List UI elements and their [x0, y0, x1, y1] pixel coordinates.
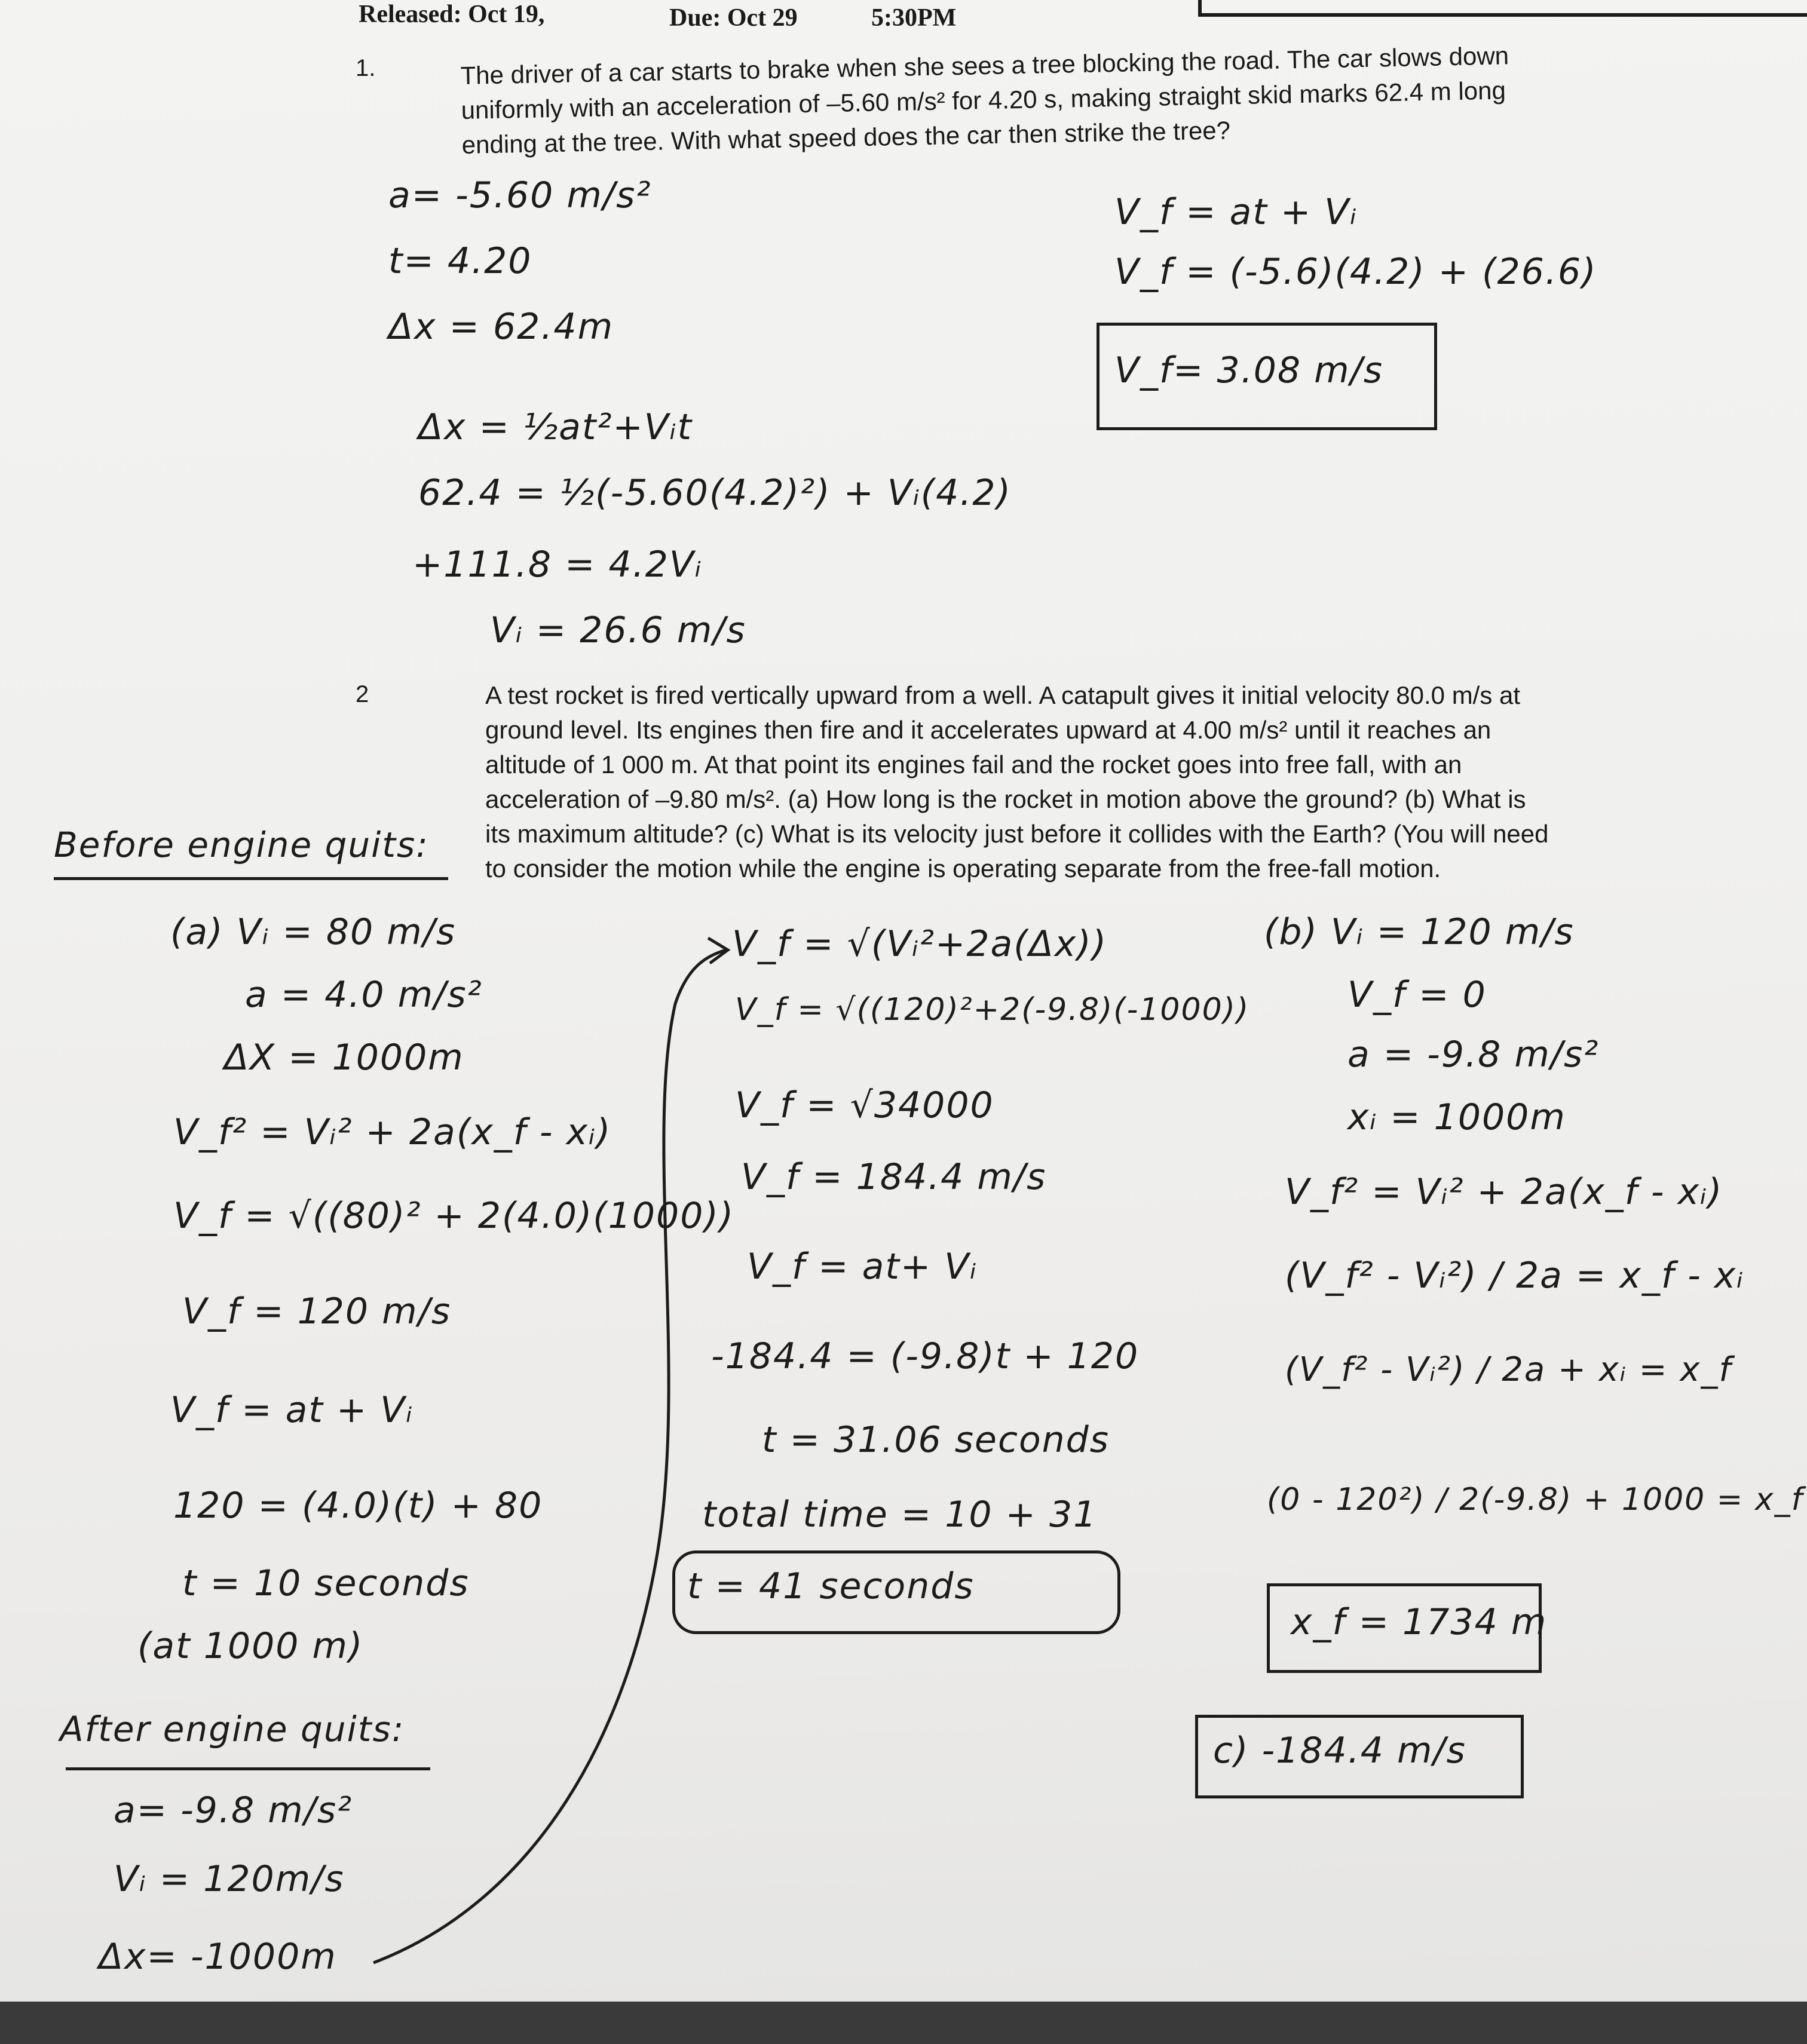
- problem-1-text: The driver of a car starts to brake when she sees a tree blocking the road. The car slows down uniformly with an acceleration of –5.60 m/s² for 4.20 s, making straight skid marks 62.4 m long ending at the tree. With what speed does the car then strike the tree?: [460, 41, 1509, 159]
- p2-answer-b: x_f = 1734 m: [1291, 1601, 1548, 1643]
- p2-left-step-3: ΔX = 1000m: [224, 1037, 464, 1078]
- p1-step-4: Vᵢ = 26.6 m/s: [490, 609, 746, 651]
- p2-mid-step-6: -184.4 = (-9.8)t + 120: [711, 1335, 1140, 1377]
- p2-mid-step-4: V_f = 184.4 m/s: [741, 1156, 1047, 1198]
- p2-left-step-2: a = 4.0 m/s²: [245, 974, 483, 1016]
- p2-left-step-10: (at 1000 m): [137, 1625, 364, 1667]
- p1-right-step-1: V_f = at + Vᵢ: [1114, 191, 1358, 233]
- p1-given-t: t= 4.20: [388, 240, 532, 282]
- p1-step-2: 62.4 = ½(-5.60(4.2)²) + Vᵢ(4.2): [418, 472, 1012, 514]
- p2-right-step-1: (b) Vᵢ = 120 m/s: [1264, 911, 1575, 953]
- p2-left-step-6: V_f = 120 m/s: [182, 1291, 452, 1332]
- p1-right-step-2: V_f = (-5.6)(4.2) + (26.6): [1114, 251, 1597, 293]
- p2-right-step-8: (0 - 120²) / 2(-9.8) + 1000 = x_f: [1267, 1482, 1803, 1518]
- p2-right-step-7: (V_f² - Vᵢ²) / 2a + xᵢ = x_f: [1285, 1350, 1732, 1389]
- problem-2-text: A test rocket is fired vertically upward from a well. A catapult gives it initial velocity 80.0 m/s at ground level. Its engines then fire and it accelerates upward at 4.00 m/s² until it reaches an altitude of 1 000 m. At that point its engines fail and the rocket goes into free fall, with an acceleration of –9.80 m/s². (a) How long is the rocket in motion above the ground? (b) What is its maximum altitude? (c) What is its velocity just before it collides with the Earth? (You will need to consider the motion while the engine is operating separate from the free-fall motion.: [485, 681, 1549, 882]
- p2-mid-step-2: V_f = √((120)²+2(-9.8)(-1000)): [735, 992, 1250, 1028]
- p1-answer: V_f= 3.08 m/s: [1114, 350, 1384, 391]
- p1-given-dx: Δx = 62.4m: [388, 306, 614, 348]
- p2-left-step-4: V_f² = Vᵢ² + 2a(x_f - xᵢ): [173, 1111, 612, 1153]
- p2-after-step-3: Δx= -1000m: [99, 1936, 337, 1978]
- due-date: Due: Oct 29: [669, 4, 798, 32]
- p2-after-step-2: Vᵢ = 120m/s: [114, 1858, 345, 1900]
- p2-left-step-5: V_f = √((80)² + 2(4.0)(1000)): [173, 1195, 735, 1237]
- problem-1-number: 1.: [356, 55, 376, 81]
- released-date: Released: Oct 19,: [359, 1, 545, 28]
- problem-2-number: 2: [356, 681, 369, 707]
- p2-right-step-5: V_f² = Vᵢ² + 2a(x_f - xᵢ): [1285, 1171, 1723, 1213]
- p2-left-step-9: t = 10 seconds: [182, 1562, 470, 1604]
- p2-right-step-4: xᵢ = 1000m: [1347, 1096, 1566, 1138]
- p2-right-step-2: V_f = 0: [1347, 974, 1487, 1016]
- p2-left-step-1: (a) Vᵢ = 80 m/s: [170, 911, 457, 953]
- p2-mid-step-1: V_f = √(Vᵢ²+2a(Δx)): [732, 923, 1108, 965]
- p1-step-1: Δx = ½at²+Vᵢt: [418, 406, 693, 448]
- p2-right-step-3: a = -9.8 m/s²: [1347, 1034, 1600, 1075]
- p2-left-step-7: V_f = at + Vᵢ: [170, 1389, 414, 1431]
- p2-mid-step-8: total time = 10 + 31: [702, 1494, 1098, 1536]
- p2-left-step-8: 120 = (4.0)(t) + 80: [173, 1485, 543, 1527]
- p2-mid-step-5: V_f = at+ Vᵢ: [747, 1246, 978, 1288]
- p2-right-step-6: (V_f² - Vᵢ²) / 2a = x_f - xᵢ: [1285, 1255, 1745, 1297]
- p1-given-a: a= -5.60 m/s²: [388, 174, 652, 216]
- p2-mid-step-7: t = 31.06 seconds: [762, 1419, 1110, 1461]
- after-engine-heading: After engine quits:: [60, 1709, 405, 1749]
- before-engine-heading: Before engine quits:: [54, 825, 429, 865]
- p1-step-3: +111.8 = 4.2Vᵢ: [412, 544, 703, 586]
- p2-after-step-1: a= -9.8 m/s²: [114, 1789, 353, 1831]
- p2-answer-c: c) -184.4 m/s: [1213, 1730, 1466, 1772]
- p2-mid-step-3: V_f = √34000: [735, 1084, 994, 1126]
- due-time: 5:30PM: [871, 4, 957, 32]
- p2-answer-a: t = 41 seconds: [687, 1565, 975, 1607]
